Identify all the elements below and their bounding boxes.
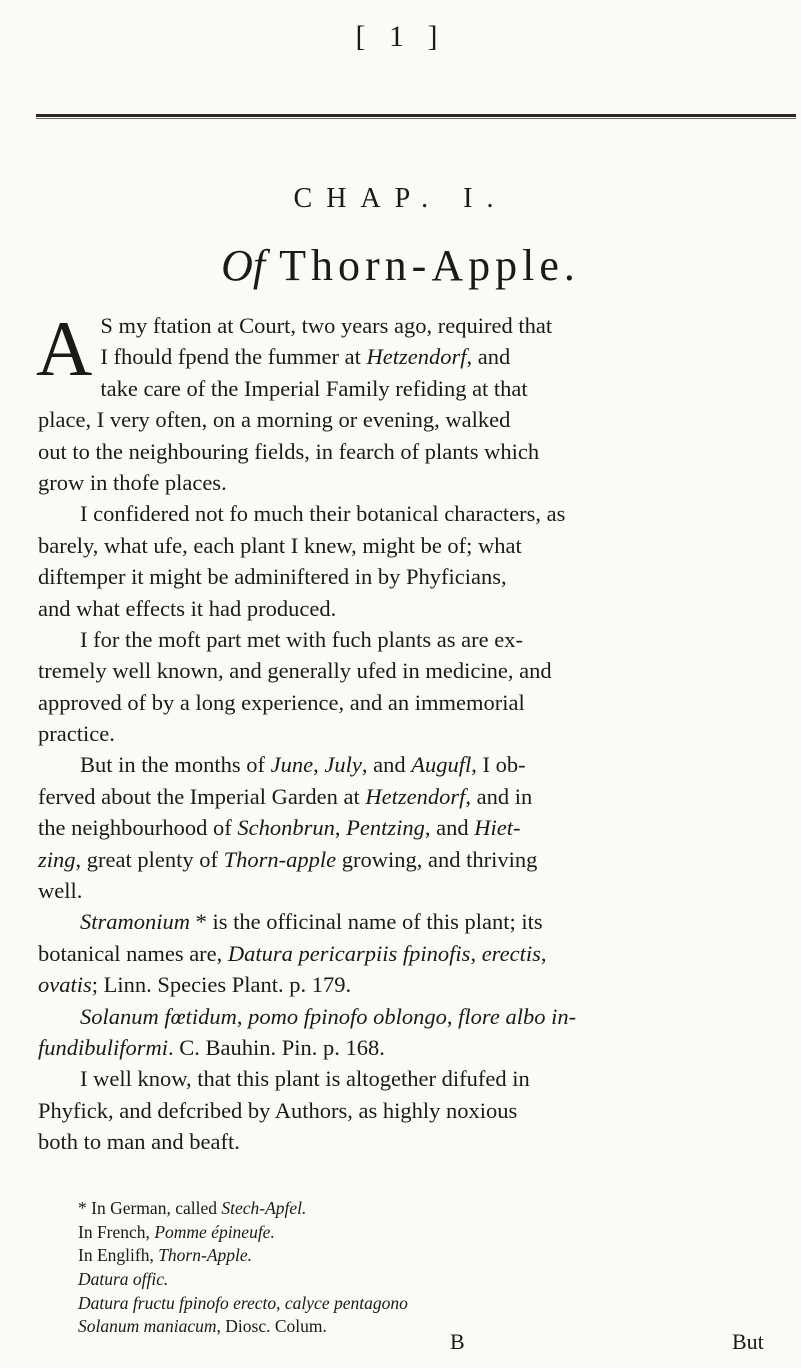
- footnote-line: In Englifh, Thorn-Apple.: [78, 1245, 253, 1266]
- header-rule-thin: [36, 118, 796, 119]
- title-of: Of: [221, 241, 266, 290]
- paragraph-5: [38, 906, 798, 1063]
- page-number: [ 1 ]: [355, 20, 446, 53]
- catchword: But: [732, 1329, 764, 1354]
- paragraph-1: [36, 305, 798, 498]
- text-line: I confidered not fo much their botanical characters, as: [80, 501, 566, 527]
- text-line: ovatis; Linn. Species Plant. p. 179.: [38, 972, 352, 998]
- body-text: [36, 305, 798, 1158]
- text-line: I fhould fpend the fummer at Hetzendorf, and: [100, 344, 511, 370]
- paragraph-4: [38, 749, 798, 906]
- text-line: fundibuliformi. C. Bauhin. Pin. p. 168.: [38, 1034, 385, 1060]
- text-line: I well know, that this plant is altogether difufed in: [80, 1066, 530, 1092]
- text-line: But in the months of June, July, and Augufl, I ob-: [80, 752, 526, 778]
- text-line: well.: [38, 878, 83, 904]
- text-line: diftemper it might be adminiftered in by Phyficians,: [38, 564, 507, 590]
- text-line: tremely well known, and generally ufed in medicine, and: [38, 658, 552, 684]
- text-line: botanical names are, Datura pericarpiis fpinofis, erectis,: [38, 940, 547, 966]
- text-line: take care of the Imperial Family refiding at that: [100, 375, 528, 401]
- text-line: out to the neighbouring fields, in fearch of plants which: [38, 438, 540, 464]
- place-name: Hetzendorf: [366, 344, 467, 370]
- footnote-line: Datura offic.: [78, 1269, 169, 1290]
- drop-cap: A: [36, 305, 93, 392]
- text-line: the neighbourhood of Schonbrun, Pentzing, and Hiet-: [38, 815, 521, 841]
- signature-mark: B: [450, 1329, 465, 1354]
- title-main: Thorn-Apple.: [279, 241, 580, 290]
- text-line: barely, what ufe, each plant I knew, might be of; what: [38, 532, 522, 558]
- text-line: S my ftation at Court, two years ago, required that: [100, 313, 553, 338]
- text-line: Phyfick, and defcribed by Authors, as highly noxious: [38, 1097, 518, 1123]
- header-rule: [36, 114, 796, 117]
- text-line: and what effects it had produced.: [38, 595, 337, 621]
- text-line: place, I very often, on a morning or evening, walked: [38, 407, 511, 433]
- text-line: ferved about the Imperial Garden at Hetzendorf, and in: [38, 783, 533, 809]
- text-line: I for the moft part met with fuch plants as are ex-: [80, 626, 523, 652]
- footnote-line: Datura fructu fpinofo erecto, calyce pentagono: [78, 1292, 408, 1313]
- text-line: grow in thofe places.: [38, 469, 227, 495]
- footnote-line: * In German, called Stech-Apfel.: [78, 1198, 307, 1218]
- paragraph-3: [38, 624, 798, 750]
- footnotes: [58, 1197, 778, 1339]
- chapter-heading: CHAP. I.: [293, 183, 508, 214]
- text-line: Solanum fœtidum, pomo fpinofo oblongo, flore albo in-: [80, 1003, 577, 1029]
- paragraph-2: [38, 498, 798, 624]
- text-line: practice.: [38, 721, 115, 747]
- text-line: Stramonium * is the officinal name of this plant; its: [80, 909, 543, 935]
- chapter-title: [0, 240, 801, 291]
- text-line: zing, great plenty of Thorn-apple growing, and thriving: [38, 846, 538, 872]
- footnote-line: Solanum maniacum, Diosc. Colum.: [78, 1316, 327, 1337]
- paragraph-6: [38, 1063, 798, 1157]
- footnote-line: In French, Pomme épineufe.: [78, 1221, 275, 1242]
- text-line: approved of by a long experience, and an immemorial: [38, 689, 525, 715]
- text-line: both to man and beaft.: [38, 1129, 240, 1155]
